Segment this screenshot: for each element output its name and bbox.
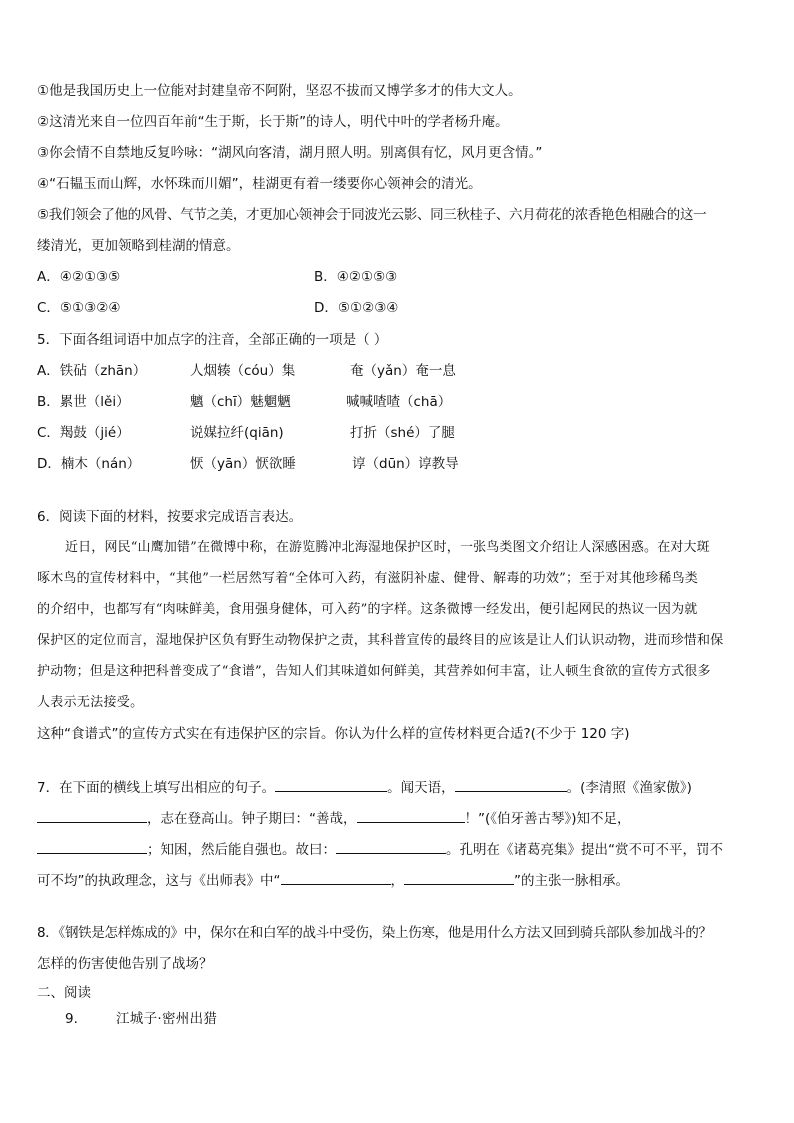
q4-option-c: C．⑤①③②④: [37, 300, 121, 316]
q6-question: 这种“食谱式”的宣传方式实在有违保护区的宗旨。你认为什么样的宣传材料更合适?(不少于 120 字): [37, 726, 630, 742]
q6-material-line-2: 啄木鸟的宣传材料中，“其他”一栏居然写着“全体可入药，有滋阴补虚、健骨、解毒的功效”；至于对其他珍稀鸟类: [37, 571, 698, 586]
q7-l3-text-b: 。孔明在《诸葛亮集》提出“赏不可不平，罚不: [446, 842, 723, 858]
q4-sentence-5b: 缕清光，更加领略到桂湖的情意。: [37, 238, 240, 254]
q7-blank-7[interactable]: [281, 870, 391, 885]
q8-line-1: 8．《钢铁是怎样炼成的》中，保尔在和白军的战斗中受伤，染上伤寒，他是用什么方法又回到骑兵部队参加战斗的？: [37, 925, 712, 941]
q7-blank-2[interactable]: [455, 777, 567, 792]
q9-number: 9.: [65, 1011, 78, 1027]
q5-stem: 5．下面各组词语中加点字的注音，全部正确的一项是（ ）: [37, 332, 388, 348]
q7-l4-text-b: ，: [390, 873, 404, 889]
q4-sentence-1: ①他是我国历史上一位能对封建皇帝不阿附，坚忍不拔而又博学多才的伟大文人。: [37, 83, 522, 99]
q7-blank-8[interactable]: [404, 870, 514, 885]
q5-row-a-col2: 人烟辏（cóu）集: [190, 363, 296, 379]
q4-sentence-5a: ⑤我们领会了他的风骨、气节之美，才更加心领神会于同波光云影、同三秋桂子、六月荷花的浓香艳色相融合的这一: [37, 207, 707, 223]
q7-l2-text-a: ，志在登高山。钟子期曰：“善哉，: [147, 811, 357, 827]
q7-l1-text-c: 。(李清照《渔家傲》): [566, 780, 692, 796]
q8-line-2: 怎样的伤害使他告别了战场？: [37, 956, 213, 972]
q6-material-line-3: 的介绍中，也都写有“肉味鲜美，食用强身健体，可入药”的字样。这条微博一经发出，便引起网民的热议一因为就: [37, 602, 698, 617]
q5-row-b-col1: B．累世（lěi）: [37, 394, 130, 410]
q5-row-a-col3: 奄（yǎn）奄一息: [350, 363, 456, 379]
q7-l4-text-a: 可不均”的执政理念，这与《出师表》中“: [37, 873, 281, 889]
q7-l1-text-a: 7．在下面的横线上填写出相应的句子。: [37, 780, 276, 796]
q5-row-c-col3: 打折（shé）了腿: [350, 425, 455, 441]
q4-option-d: D．⑤①②③④: [314, 300, 399, 316]
q7-line-4: [37, 870, 629, 891]
q7-l2-text-b: ！”(《伯牙善古琴》)知不足，: [464, 811, 631, 827]
q5-row-d-col1: D．楠木（nán）: [37, 456, 141, 472]
q4-option-a: A．④②①③⑤: [37, 269, 121, 285]
q6-material-line-6: 人表示无法接受。: [37, 695, 144, 710]
q7-line-2: [37, 808, 631, 829]
q6-material-line-1: 近日，网民“山鹰加错”在微博中称，在游览腾冲北海湿地保护区时，一张鸟类图文介绍让人深感困惑。在对大斑: [65, 540, 710, 555]
q7-l1-text-b: 。闻天语，: [387, 780, 455, 796]
q5-row-c-col2: 说媒拉纤(qiān): [190, 425, 284, 441]
q4-sentence-4: ④“石韫玉而山辉，水怀珠而川媚”，桂湖更有着一缕要你心领神会的清光。: [37, 176, 482, 192]
q4-option-b: B．④②①⑤③: [314, 269, 398, 285]
section-heading-reading: 二、阅读: [37, 985, 91, 1001]
q9-poem-title: 江城子·密州出猎: [116, 1011, 218, 1027]
q6-stem: 6．阅读下面的材料，按要求完成语言表达。: [37, 509, 303, 525]
q7-line-3: [37, 839, 723, 860]
q7-blank-4[interactable]: [357, 808, 465, 823]
q6-material-line-5: 护动物；但是这种把科普变成了“食谱”，告知人们其味道如何鲜美，其营养如何丰富，让人顿生食欲的宣传方式很多: [37, 664, 711, 679]
q5-row-d-col2: 恹（yān）恹欲睡: [190, 456, 296, 472]
q5-row-c-col1: C．羯鼓（jié）: [37, 425, 130, 441]
q7-blank-6[interactable]: [336, 839, 446, 854]
q5-row-a-col1: A．铁砧（zhān）: [37, 363, 147, 379]
q4-sentence-2: ②这清光来自一位四百年前“生于斯，长于斯”的诗人，明代中叶的学者杨升庵。: [37, 114, 509, 130]
q5-row-b-col2: 魑（chī）魅魍魉: [190, 394, 291, 410]
q6-material-line-4: 保护区的定位而言，湿地保护区负有野生动物保护之责，其科普宣传的最终目的应该是让人们认识动物，进而珍惜和保: [37, 633, 724, 648]
q7-blank-3[interactable]: [37, 808, 147, 823]
q5-row-d-col3: 谆（dūn）谆教导: [352, 456, 459, 472]
q7-l3-text-a: ；知困，然后能自强也。故曰：: [147, 842, 336, 858]
q7-blank-5[interactable]: [37, 839, 147, 854]
q7-line-1: [37, 777, 692, 798]
q5-row-b-col3: 喊喊喳喳（chā）: [346, 394, 452, 410]
q4-sentence-3: ③你会情不自禁地反复吟咏：“湖风向客清，湖月照人明。别离俱有忆，风月更含情。”: [37, 145, 543, 161]
q7-l4-text-c: ”的主张一脉相承。: [514, 873, 629, 889]
q7-blank-1[interactable]: [275, 777, 387, 792]
